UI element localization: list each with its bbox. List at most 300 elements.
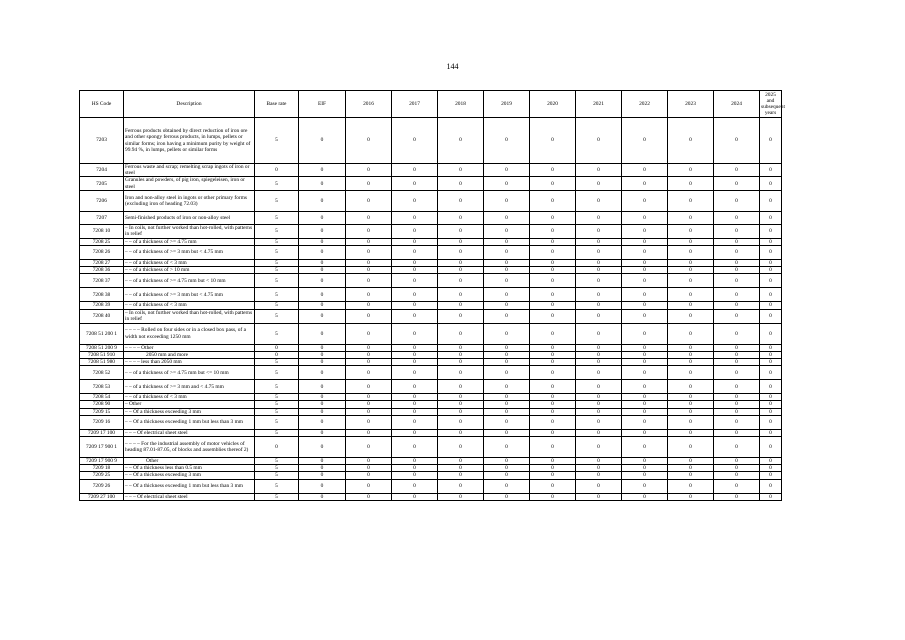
base-rate-cell: 5 <box>255 211 299 224</box>
2021-cell: 0 <box>576 267 622 274</box>
2024-cell: 0 <box>714 394 760 401</box>
2024-cell: 0 <box>714 164 760 177</box>
base-rate-cell: 5 <box>255 472 299 479</box>
2020-cell: 0 <box>530 309 576 323</box>
2025-subsequent-cell: 0 <box>760 408 782 415</box>
hs-code-cell: 7208 54 <box>80 394 124 401</box>
2018-cell: 0 <box>438 359 484 366</box>
2017-cell: 0 <box>392 359 438 366</box>
2022-cell: 0 <box>622 344 668 351</box>
2019-cell: 0 <box>484 211 530 224</box>
2021-cell: 0 <box>576 380 622 394</box>
tariff-table <box>79 90 785 501</box>
2021-cell: 0 <box>576 437 622 458</box>
2016-cell: 0 <box>346 267 392 274</box>
2023-cell: 0 <box>668 164 714 177</box>
2024-cell: 0 <box>714 274 760 288</box>
table-row <box>80 288 782 302</box>
2023-cell: 0 <box>668 472 714 479</box>
2020-cell: 0 <box>530 323 576 344</box>
hs-code-cell: 7209 16 <box>80 415 124 429</box>
2016-cell: 0 <box>346 472 392 479</box>
description-cell: – Other <box>124 401 255 408</box>
base-rate-cell: 5 <box>255 458 299 465</box>
2019-cell: 0 <box>484 437 530 458</box>
header-2021: 2021 <box>576 91 622 118</box>
description-cell: Ferrous waste and scrap; remelting scrap ingots of iron or steel <box>124 164 255 177</box>
2018-cell: 0 <box>438 190 484 211</box>
2022-cell: 0 <box>622 211 668 224</box>
description-cell: Semi-finished products of iron or non-alloy steel <box>124 211 255 224</box>
2024-cell: 0 <box>714 415 760 429</box>
2018-cell: 0 <box>438 429 484 436</box>
hs-code-cell: 7209 26 <box>80 479 124 493</box>
2020-cell: 0 <box>530 408 576 415</box>
hs-code-cell: 7209 25 <box>80 472 124 479</box>
2019-cell: 0 <box>484 472 530 479</box>
2021-cell: 0 <box>576 408 622 415</box>
2017-cell: 0 <box>392 288 438 302</box>
2017-cell: 0 <box>392 177 438 190</box>
page-number: 144 <box>446 62 459 71</box>
2020-cell: 0 <box>530 302 576 309</box>
2018-cell: 0 <box>438 493 484 500</box>
2020-cell: 0 <box>530 260 576 267</box>
header-2025-subsequent: 2025 and subsequent years <box>761 91 785 117</box>
2021-cell: 0 <box>576 224 622 238</box>
hs-code-cell: 7208 51 910 <box>80 351 124 358</box>
2021-cell: 0 <box>576 458 622 465</box>
eif-cell: 0 <box>299 211 346 224</box>
2024-cell: 0 <box>714 401 760 408</box>
2022-cell: 0 <box>622 260 668 267</box>
base-rate-cell: 5 <box>255 415 299 429</box>
2017-cell: 0 <box>392 351 438 358</box>
2019-cell: 0 <box>484 366 530 380</box>
2025-subsequent-cell: 0 <box>760 380 782 394</box>
2025-subsequent-cell: 0 <box>760 344 782 351</box>
2017-cell: 0 <box>392 302 438 309</box>
2024-cell: 0 <box>714 351 760 358</box>
description-cell: – – Of a thickness exceeding 3 mm <box>124 408 255 415</box>
table-row <box>80 401 782 408</box>
2024-cell: 0 <box>714 302 760 309</box>
2022-cell: 0 <box>622 118 668 164</box>
2020-cell: 0 <box>530 190 576 211</box>
hs-code-cell: 7203 <box>80 118 124 164</box>
2020-cell: 0 <box>530 415 576 429</box>
2024-cell: 0 <box>714 366 760 380</box>
2022-cell: 0 <box>622 302 668 309</box>
2018-cell: 0 <box>438 408 484 415</box>
2016-cell: 0 <box>346 415 392 429</box>
eif-cell: 0 <box>299 366 346 380</box>
2021-cell: 0 <box>576 479 622 493</box>
2017-cell: 0 <box>392 246 438 260</box>
2022-cell: 0 <box>622 190 668 211</box>
2019-cell: 0 <box>484 359 530 366</box>
description-cell: – – of a thickness of >= 4.75 mm but < 10 mm <box>124 274 255 288</box>
description-cell: Ferrous products obtained by direct reduction of iron ore and other spongy ferrous products, in lumps, pellets or similar forms; iron having a minimum purity by weight of 99.94 %, in lumps, pellets or similar forms <box>124 118 255 164</box>
2017-cell: 0 <box>392 408 438 415</box>
2016-cell: 0 <box>346 246 392 260</box>
2016-cell: 0 <box>346 211 392 224</box>
2025-subsequent-cell: 0 <box>760 177 782 190</box>
base-rate-cell: 5 <box>255 309 299 323</box>
hs-code-cell: 7209 15 <box>80 408 124 415</box>
2023-cell: 0 <box>668 394 714 401</box>
table-row <box>80 366 782 380</box>
2021-cell: 0 <box>576 190 622 211</box>
table-row <box>80 415 782 429</box>
2016-cell: 0 <box>346 302 392 309</box>
2018-cell: 0 <box>438 380 484 394</box>
2019-cell: 0 <box>484 246 530 260</box>
2024-cell: 0 <box>714 177 760 190</box>
base-rate-cell: 0 <box>255 344 299 351</box>
description-cell: – – of a thickness of >= 4.75 mm <box>124 238 255 245</box>
2017-cell: 0 <box>392 238 438 245</box>
2016-cell: 0 <box>346 458 392 465</box>
2020-cell: 0 <box>530 246 576 260</box>
2016-cell: 0 <box>346 288 392 302</box>
2020-cell: 0 <box>530 177 576 190</box>
2025-subsequent-cell: 0 <box>760 288 782 302</box>
description-cell: – – of a thickness of < 3 mm <box>124 260 255 267</box>
2025-subsequent-cell: 0 <box>760 479 782 493</box>
description-cell: – – – – For the industrial assembly of motor vehicles of heading 87.01-87.05, of blocks and assemblies thereof 2) <box>124 437 255 458</box>
2025-subsequent-cell: 0 <box>760 437 782 458</box>
2020-cell: 0 <box>530 344 576 351</box>
table-row <box>80 260 782 267</box>
2020-cell: 0 <box>530 479 576 493</box>
2023-cell: 0 <box>668 323 714 344</box>
2016-cell: 0 <box>346 177 392 190</box>
description-cell: – – Of a thickness exceeding 1 mm but less than 3 mm <box>124 479 255 493</box>
2020-cell: 0 <box>530 429 576 436</box>
table-row <box>80 465 782 472</box>
2022-cell: 0 <box>622 288 668 302</box>
2019-cell: 0 <box>484 288 530 302</box>
header-2018: 2018 <box>438 91 484 118</box>
2021-cell: 0 <box>576 344 622 351</box>
2024-cell: 0 <box>714 465 760 472</box>
2017-cell: 0 <box>392 260 438 267</box>
base-rate-cell: 5 <box>255 366 299 380</box>
base-rate-cell: 5 <box>255 118 299 164</box>
eif-cell: 0 <box>299 394 346 401</box>
2023-cell: 0 <box>668 458 714 465</box>
2024-cell: 0 <box>714 260 760 267</box>
2016-cell: 0 <box>346 118 392 164</box>
hs-code-cell: 7208 26 <box>80 246 124 260</box>
2021-cell: 0 <box>576 465 622 472</box>
2019-cell: 0 <box>484 401 530 408</box>
2019-cell: 0 <box>484 267 530 274</box>
2016-cell: 0 <box>346 238 392 245</box>
2022-cell: 0 <box>622 394 668 401</box>
hs-code-cell: 7208 53 <box>80 380 124 394</box>
2019-cell: 0 <box>484 118 530 164</box>
eif-cell: 0 <box>299 224 346 238</box>
header-eif: EIF <box>299 91 346 118</box>
2018-cell: 0 <box>438 260 484 267</box>
2019-cell: 0 <box>484 274 530 288</box>
base-rate-cell: 5 <box>255 190 299 211</box>
2018-cell: 0 <box>438 472 484 479</box>
2016-cell: 0 <box>346 164 392 177</box>
2019-cell: 0 <box>484 302 530 309</box>
description-cell: – In coils, not further worked than hot-rolled, with patterns in relief <box>124 224 255 238</box>
eif-cell: 0 <box>299 190 346 211</box>
description-cell: – – Of a thickness less than 0.5 mm <box>124 465 255 472</box>
2025-subsequent-cell: 0 <box>760 458 782 465</box>
hs-code-cell: 7208 36 <box>80 267 124 274</box>
2016-cell: 0 <box>346 344 392 351</box>
2019-cell: 0 <box>484 429 530 436</box>
2023-cell: 0 <box>668 465 714 472</box>
2019-cell: 0 <box>484 415 530 429</box>
base-rate-cell: 5 <box>255 493 299 500</box>
2018-cell: 0 <box>438 479 484 493</box>
2023-cell: 0 <box>668 493 714 500</box>
table-row <box>80 274 782 288</box>
2022-cell: 0 <box>622 164 668 177</box>
2018-cell: 0 <box>438 164 484 177</box>
header-2024: 2024 <box>714 91 760 118</box>
table-row <box>80 437 782 458</box>
2021-cell: 0 <box>576 401 622 408</box>
2018-cell: 0 <box>438 437 484 458</box>
2018-cell: 0 <box>438 246 484 260</box>
2017-cell: 0 <box>392 380 438 394</box>
2017-cell: 0 <box>392 366 438 380</box>
2022-cell: 0 <box>622 309 668 323</box>
2022-cell: 0 <box>622 274 668 288</box>
2025-subsequent-cell: 0 <box>760 238 782 245</box>
2016-cell: 0 <box>346 274 392 288</box>
2024-cell: 0 <box>714 190 760 211</box>
2024-cell: 0 <box>714 344 760 351</box>
eif-cell: 0 <box>299 344 346 351</box>
table-body <box>80 118 782 501</box>
2021-cell: 0 <box>576 323 622 344</box>
description-cell: – – Of a thickness exceeding 3 mm <box>124 472 255 479</box>
2019-cell: 0 <box>484 309 530 323</box>
2023-cell: 0 <box>668 211 714 224</box>
base-rate-cell: 5 <box>255 274 299 288</box>
eif-cell: 0 <box>299 164 346 177</box>
2025-subsequent-cell: 0 <box>760 415 782 429</box>
eif-cell: 0 <box>299 493 346 500</box>
2023-cell: 0 <box>668 344 714 351</box>
2025-subsequent-cell: 0 <box>760 309 782 323</box>
table-row <box>80 238 782 245</box>
base-rate-cell: 5 <box>255 288 299 302</box>
2019-cell: 0 <box>484 351 530 358</box>
2024-cell: 0 <box>714 408 760 415</box>
2022-cell: 0 <box>622 177 668 190</box>
2017-cell: 0 <box>392 267 438 274</box>
2021-cell: 0 <box>576 260 622 267</box>
hs-code-cell: 7206 <box>80 190 124 211</box>
2016-cell: 0 <box>346 351 392 358</box>
eif-cell: 0 <box>299 415 346 429</box>
hs-code-cell: 7208 51 200 9 <box>80 344 124 351</box>
2025-subsequent-cell: 0 <box>760 359 782 366</box>
2019-cell: 0 <box>484 164 530 177</box>
2025-subsequent-cell: 0 <box>760 190 782 211</box>
2017-cell: 0 <box>392 309 438 323</box>
2019-cell: 0 <box>484 380 530 394</box>
description-cell: – – – – Other <box>124 344 255 351</box>
hs-code-cell: 7209 17 100 <box>80 429 124 436</box>
2016-cell: 0 <box>346 260 392 267</box>
description-cell: – – of a thickness of >= 3 mm but < 4.75 mm <box>124 288 255 302</box>
2023-cell: 0 <box>668 260 714 267</box>
2017-cell: 0 <box>392 401 438 408</box>
eif-cell: 0 <box>299 359 346 366</box>
eif-cell: 0 <box>299 267 346 274</box>
2025-subsequent-cell: 0 <box>760 465 782 472</box>
2021-cell: 0 <box>576 493 622 500</box>
2018-cell: 0 <box>438 177 484 190</box>
eif-cell: 0 <box>299 238 346 245</box>
description-cell: – – of a thickness of >= 3 mm but < 4.75 mm <box>124 246 255 260</box>
table-row <box>80 323 782 344</box>
2019-cell: 0 <box>484 177 530 190</box>
2022-cell: 0 <box>622 415 668 429</box>
2018-cell: 0 <box>438 344 484 351</box>
2017-cell: 0 <box>392 437 438 458</box>
2018-cell: 0 <box>438 415 484 429</box>
eif-cell: 0 <box>299 288 346 302</box>
2018-cell: 0 <box>438 309 484 323</box>
2020-cell: 0 <box>530 274 576 288</box>
2017-cell: 0 <box>392 479 438 493</box>
2025-subsequent-cell: 0 <box>760 429 782 436</box>
description-cell: 2050 mm and more <box>124 351 255 358</box>
hs-code-cell: 7208 10 <box>80 224 124 238</box>
2023-cell: 0 <box>668 238 714 245</box>
2025-subsequent-cell: 0 <box>760 224 782 238</box>
2024-cell: 0 <box>714 309 760 323</box>
2021-cell: 0 <box>576 211 622 224</box>
base-rate-cell: 5 <box>255 302 299 309</box>
base-rate-cell: 0 <box>255 164 299 177</box>
2018-cell: 0 <box>438 323 484 344</box>
description-cell: Iron and non-alloy steel in ingots or other primary forms (excluding iron of heading 72.03) <box>124 190 255 211</box>
table-row <box>80 164 782 177</box>
2018-cell: 0 <box>438 238 484 245</box>
2017-cell: 0 <box>392 472 438 479</box>
2022-cell: 0 <box>622 437 668 458</box>
2020-cell: 0 <box>530 493 576 500</box>
2020-cell: 0 <box>530 465 576 472</box>
2024-cell: 0 <box>714 493 760 500</box>
2020-cell: 0 <box>530 472 576 479</box>
eif-cell: 0 <box>299 309 346 323</box>
base-rate-cell: 5 <box>255 359 299 366</box>
2024-cell: 0 <box>714 380 760 394</box>
2019-cell: 0 <box>484 493 530 500</box>
description-cell: – – – Of electrical sheet steel <box>124 429 255 436</box>
description-cell: – – of a thickness of < 3 mm <box>124 302 255 309</box>
description-cell: – – of a thickness of > 10 mm <box>124 267 255 274</box>
2016-cell: 0 <box>346 479 392 493</box>
hs-code-cell: 7208 40 <box>80 309 124 323</box>
description-cell: – In coils, not further worked than hot-rolled, with patterns in relief <box>124 309 255 323</box>
2020-cell: 0 <box>530 238 576 245</box>
2016-cell: 0 <box>346 366 392 380</box>
2022-cell: 0 <box>622 429 668 436</box>
2020-cell: 0 <box>530 224 576 238</box>
description-cell: – – – – Rolled on four sides or in a closed box pass, of a width not exceeding 1250 mm <box>124 323 255 344</box>
table-row <box>80 177 782 190</box>
2018-cell: 0 <box>438 274 484 288</box>
2022-cell: 0 <box>622 359 668 366</box>
2020-cell: 0 <box>530 394 576 401</box>
2024-cell: 0 <box>714 211 760 224</box>
table-row <box>80 224 782 238</box>
base-rate-cell: 5 <box>255 267 299 274</box>
2021-cell: 0 <box>576 415 622 429</box>
2021-cell: 0 <box>576 359 622 366</box>
2020-cell: 0 <box>530 366 576 380</box>
2017-cell: 0 <box>392 224 438 238</box>
table-header-row <box>80 91 782 118</box>
2017-cell: 0 <box>392 493 438 500</box>
header-2022: 2022 <box>622 91 668 118</box>
eif-cell: 0 <box>299 437 346 458</box>
2022-cell: 0 <box>622 458 668 465</box>
hs-code-cell: 7208 37 <box>80 274 124 288</box>
eif-cell: 0 <box>299 479 346 493</box>
base-rate-cell: 5 <box>255 380 299 394</box>
2016-cell: 0 <box>346 394 392 401</box>
2023-cell: 0 <box>668 309 714 323</box>
2020-cell: 0 <box>530 211 576 224</box>
2017-cell: 0 <box>392 394 438 401</box>
2024-cell: 0 <box>714 472 760 479</box>
2019-cell: 0 <box>484 394 530 401</box>
2016-cell: 0 <box>346 401 392 408</box>
2022-cell: 0 <box>622 267 668 274</box>
2016-cell: 0 <box>346 408 392 415</box>
2021-cell: 0 <box>576 366 622 380</box>
2023-cell: 0 <box>668 437 714 458</box>
2021-cell: 0 <box>576 394 622 401</box>
eif-cell: 0 <box>299 323 346 344</box>
hs-code-cell: 7204 <box>80 164 124 177</box>
2020-cell: 0 <box>530 267 576 274</box>
header-base-rate: Base rate <box>255 91 299 118</box>
2021-cell: 0 <box>576 302 622 309</box>
base-rate-cell: 5 <box>255 479 299 493</box>
2020-cell: 0 <box>530 380 576 394</box>
hs-code-cell: 7205 <box>80 177 124 190</box>
base-rate-cell: 0 <box>255 437 299 458</box>
2019-cell: 0 <box>484 479 530 493</box>
2021-cell: 0 <box>576 274 622 288</box>
2023-cell: 0 <box>668 380 714 394</box>
2024-cell: 0 <box>714 118 760 164</box>
2022-cell: 0 <box>622 224 668 238</box>
2024-cell: 0 <box>714 267 760 274</box>
2018-cell: 0 <box>438 288 484 302</box>
table-row <box>80 380 782 394</box>
2024-cell: 0 <box>714 224 760 238</box>
